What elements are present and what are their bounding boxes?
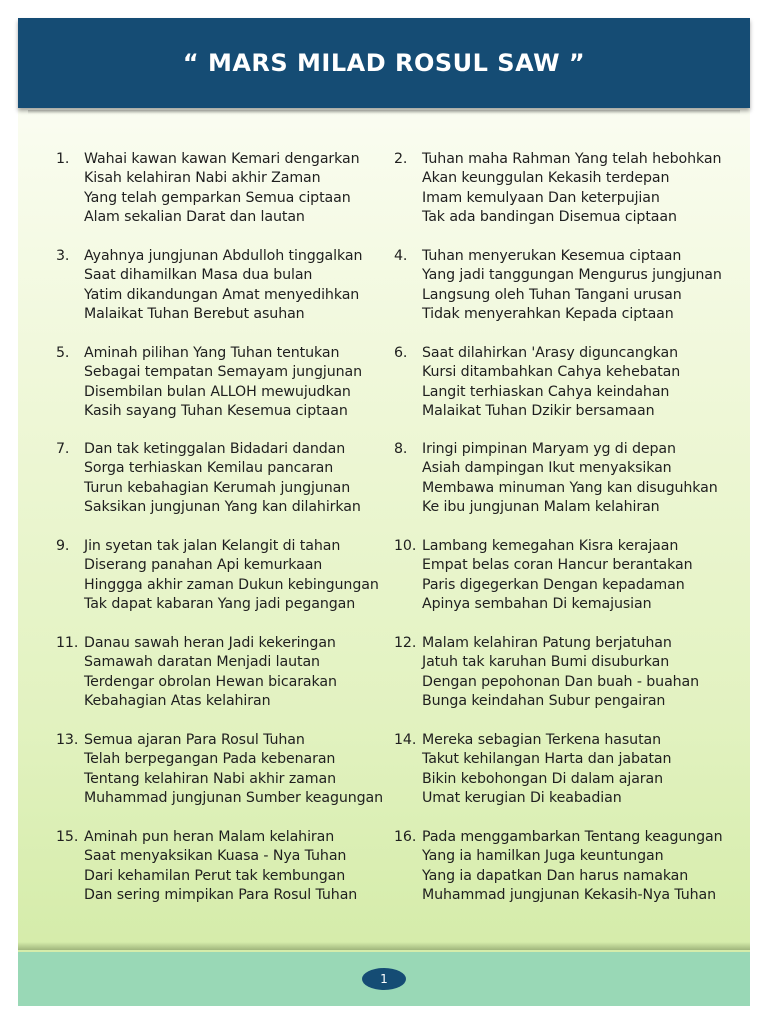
title-banner [18, 18, 750, 108]
stanza-line: Yang ia hamilkan Juga keuntungan [422, 848, 664, 865]
stanza-line: Wahai kawan kawan Kemari dengarkan [84, 151, 360, 167]
stanza-line: Muhammad jungjunan Kekasih-Nya Tuhan [422, 886, 717, 903]
stanza-line: Jatuh tak karuhan Bumi disuburkan [422, 654, 670, 671]
stanza-number: 6. [394, 345, 408, 361]
stanza-line: Lambang kemegahan Kisra kerajaan [422, 538, 679, 554]
stanza-number: 16. [394, 829, 417, 845]
stanza-line: Terdengar obrolan Hewan bicarakan [84, 673, 337, 690]
stanza-number: 2. [394, 151, 408, 167]
stanza-line: Langit terhiaskan Cahya keindahan [422, 383, 670, 400]
stanza-line: Langsung oleh Tuhan Tangani urusan [422, 286, 682, 303]
stanza-line: Dan sering mimpikan Para Rosul Tuhan [84, 886, 358, 903]
stanza-line: Membawa minuman Yang kan disuguhkan [422, 479, 718, 496]
stanza-line: Tak ada bandingan Disemua ciptaan [422, 208, 677, 225]
stanza-line: Tuhan menyerukan Kesemua ciptaan [422, 248, 682, 264]
stanza-line: Malaikat Tuhan Dzikir bersamaan [422, 402, 655, 419]
stanza-line: Diserang panahan Api kemurkaan [84, 557, 323, 574]
stanza-number: 12. [394, 635, 417, 651]
stanza-line: Iringi pimpinan Maryam yg di depan [422, 441, 676, 457]
stanza-line: Umat kerugian Di keabadian [422, 789, 622, 806]
stanza-line: Paris digegerkan Dengan kepadaman [422, 576, 685, 593]
stanza-line: Aminah pun heran Malam kelahiran [84, 829, 335, 845]
stanza-line: Bikin kebohongan Di dalam ajaran [422, 770, 664, 787]
stanza-line: Yang ia dapatkan Dan harus namakan [422, 867, 689, 884]
stanza-line: Kebahagian Atas kelahiran [84, 692, 271, 709]
stanza-line: Pada menggambarkan Tentang keagungan [422, 829, 723, 845]
stanza-line: Samawah daratan Menjadi lautan [84, 654, 320, 671]
stanza-line: Danau sawah heran Jadi kekeringan [84, 635, 336, 651]
stanza-line: Saat dilahirkan 'Arasy diguncangkan [422, 345, 678, 361]
stanza-line: Ayahnya jungjunan Abdulloh tinggalkan [84, 248, 363, 264]
stanza-number: 7. [56, 441, 70, 457]
stanza-line: Turun kebahagian Kerumah jungjunan [84, 479, 351, 496]
footer-shadow [18, 942, 750, 950]
stanza-line: Aminah pilihan Yang Tuhan tentukan [84, 345, 340, 361]
stanza-line: Yatim dikandungan Amat menyedihkan [84, 286, 360, 303]
page-title: “ MARS MILAD ROSUL SAW ” [182, 49, 586, 77]
stanza-line: Sorga terhiaskan Kemilau pancaran [84, 460, 334, 477]
stanza-line: Yang jadi tanggungan Mengurus jungjunan [422, 267, 722, 284]
stanza-line: Akan keunggulan Kekasih terdepan [422, 170, 670, 187]
stanza-number: 4. [394, 248, 408, 264]
stanza-line: Kursi ditambahkan Cahya kehebatan [422, 364, 681, 381]
banner-shadow [28, 110, 740, 114]
stanza-line: Saat menyaksikan Kuasa - Nya Tuhan [84, 848, 347, 865]
stanza-line: Dan tak ketinggalan Bidadari dandan [84, 441, 346, 457]
stanza-line: Bunga keindahan Subur pengairan [422, 692, 666, 709]
stanza-line: Tak dapat kabaran Yang jadi pegangan [84, 595, 356, 612]
stanza-line: Dari kehamilan Perut tak kembungan [84, 867, 346, 884]
stanza-line: Tuhan maha Rahman Yang telah hebohkan [422, 151, 722, 167]
page-number-badge: 1 [362, 968, 406, 990]
stanza-line: Semua ajaran Para Rosul Tuhan [84, 732, 305, 748]
page [18, 18, 750, 1006]
stanza-line: Hinggga akhir zaman Dukun kebingungan [84, 576, 379, 593]
footer-band [18, 952, 750, 1006]
stanza-line: Yang telah gemparkan Semua ciptaan [84, 189, 351, 206]
stanza-line: Malaikat Tuhan Berebut asuhan [84, 305, 305, 322]
stanza-line: Ke ibu jungjunan Malam kelahiran [422, 498, 660, 515]
stanza-line: Muhammad jungjunan Sumber keagungan [84, 789, 384, 806]
stanza-line: Sebagai tempatan Semayam jungjunan [84, 364, 362, 381]
stanza-line: Takut kehilangan Harta dan jabatan [422, 751, 672, 768]
stanza-line: Saksikan jungjunan Yang kan dilahirkan [84, 498, 361, 515]
stanza-line: Apinya sembahan Di kemajusian [422, 595, 652, 612]
stanza-line: Malam kelahiran Patung berjatuhan [422, 635, 672, 651]
stanza-number: 5. [56, 345, 70, 361]
stanza-number: 1. [56, 151, 70, 167]
stanza-number: 9. [56, 538, 70, 554]
stanza-line: Kasih sayang Tuhan Kesemua ciptaan [84, 402, 348, 419]
stanza-line: Dengan pepohonan Dan buah - buahan [422, 673, 700, 690]
stanza-number: 13. [56, 732, 79, 748]
stanza-number: 10. [394, 538, 417, 554]
stanza-line: Jin syetan tak jalan Kelangit di tahan [84, 538, 341, 554]
stanza-line: Alam sekalian Darat dan lautan [84, 208, 305, 225]
stanza-line: Saat dihamilkan Masa dua bulan [84, 267, 313, 284]
stanza-number: 14. [394, 732, 417, 748]
stanza-line: Asiah dampingan Ikut menyaksikan [422, 460, 672, 477]
stanza-number: 8. [394, 441, 408, 457]
stanza-line: Disembilan bulan ALLOH mewujudkan [84, 383, 351, 400]
stanza-line: Telah berpegangan Pada kebenaran [84, 751, 336, 768]
stanza-number: 11. [56, 635, 79, 651]
stanza-line: Mereka sebagian Terkena hasutan [422, 732, 662, 748]
stanza-line: Tentang kelahiran Nabi akhir zaman [84, 770, 336, 787]
stanza-line: Kisah kelahiran Nabi akhir Zaman [84, 170, 321, 187]
stanza-number: 15. [56, 829, 79, 845]
stanza-number: 3. [56, 248, 70, 264]
stanza-line: Imam kemulyaan Dan keterpujian [422, 189, 660, 206]
stanza-line: Tidak menyerahkan Kepada ciptaan [422, 305, 674, 322]
stanza-line: Empat belas coran Hancur berantakan [422, 557, 693, 574]
